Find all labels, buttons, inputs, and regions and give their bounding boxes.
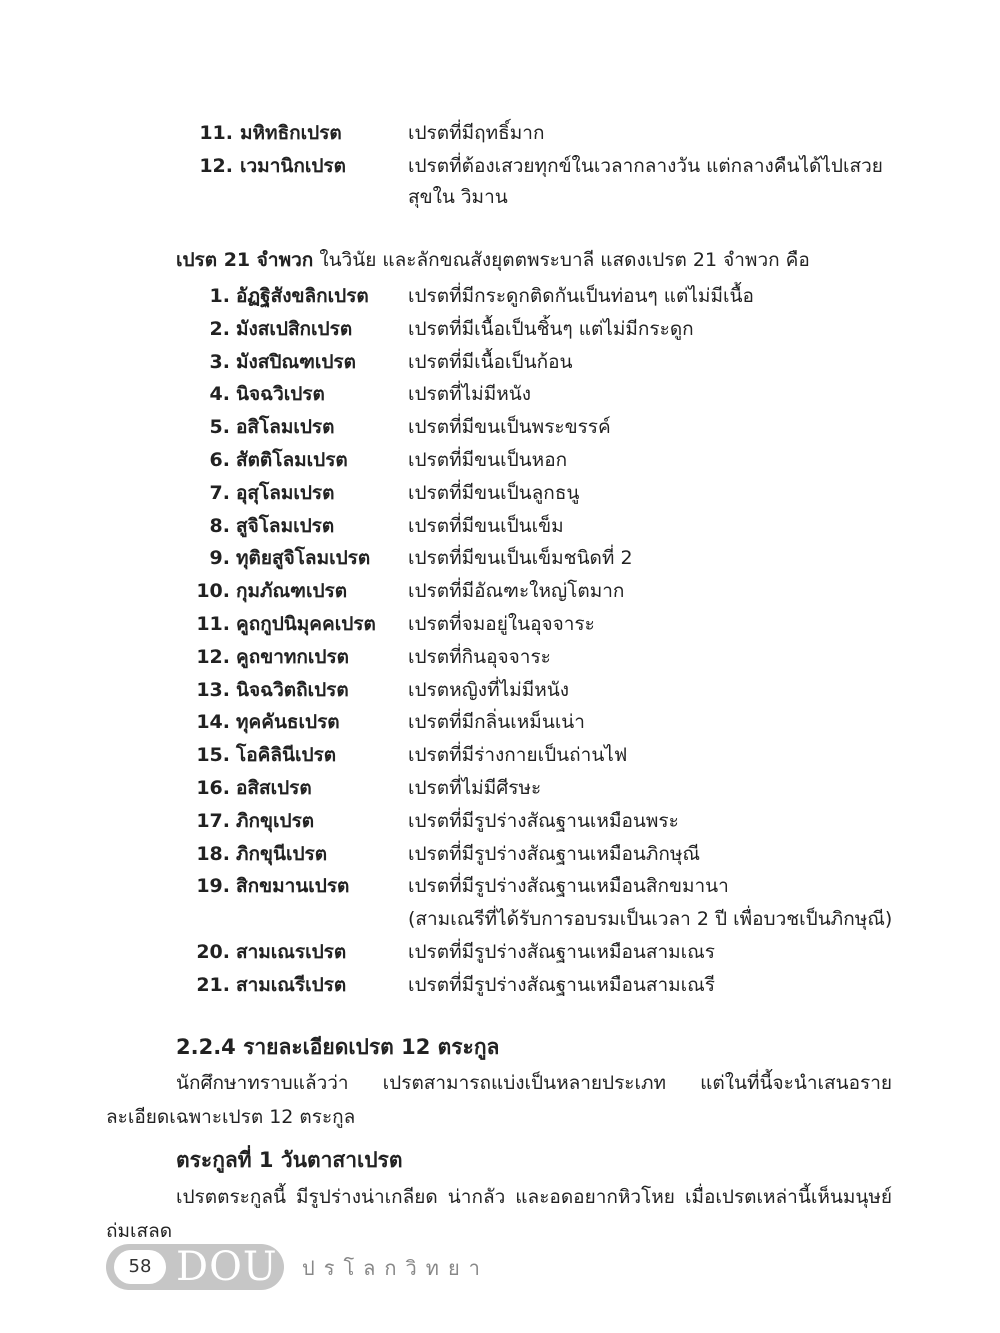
item-description: เปรตที่ไม่มีศีรษะ: [408, 777, 542, 799]
item-number: 19.: [196, 875, 230, 898]
item-description: เปรตที่มีขนเป็นลูกธนู: [408, 481, 580, 504]
item-term: อัฏฐิสังขลิกเปรต: [236, 285, 369, 307]
list-item: [0, 706, 1000, 739]
item-term: ทุคคันธเปรต: [236, 711, 340, 734]
item-number: 16.: [196, 777, 230, 799]
item-term: สูจิโลมเปรต: [236, 514, 335, 537]
item-term: มหิทธิกเปรต: [240, 122, 342, 144]
item-number: 12.: [196, 645, 230, 668]
item-number: 21.: [196, 973, 230, 996]
list-item: [0, 608, 1000, 641]
item-term: สิกขมานเปรต: [236, 875, 350, 898]
footer-badge: [106, 1244, 284, 1290]
item-description: เปรตที่มีขนเป็นเข็มชนิดที่ 2: [408, 547, 633, 570]
item-number: 9.: [209, 547, 230, 570]
item-description: เปรตที่มีอัณฑะใหญ่โตมาก: [408, 580, 625, 603]
item-term: เวมานิกเปรต: [240, 155, 346, 177]
item-term: อุสุโลมเปรต: [236, 481, 335, 504]
intro-text: ในวินัย และลักขณสังยุตตพระบาลี แสดงเปรต 21 จำพวก คือ: [313, 249, 810, 271]
item-term: มังสเปสิกเปรต: [236, 317, 353, 340]
item-number: 13.: [196, 678, 230, 701]
list-item-continuation: [0, 903, 1000, 936]
sub-paragraph: เปรตตระกูลนี้ มีรูปร่างน่าเกลียด น่ากลัว และอดอยากหิวโหย เมื่อเปรตเหล่านี้เห็นมนุษย์ถ่มเสลด: [106, 1186, 892, 1242]
brand-logo: DOU: [176, 1244, 278, 1290]
list-item: [0, 117, 1000, 150]
item-description: เปรตที่มีร่างกายเป็นถ่านไฟ: [408, 744, 628, 767]
intro-bold: เปรต 21 จำพวก: [176, 249, 314, 271]
item-number: 1.: [209, 285, 230, 307]
item-description: เปรตที่มีรูปร่างสัณฐานเหมือนสามเณรี: [408, 973, 715, 996]
list-item: [0, 772, 1000, 805]
item-number: 11.: [199, 122, 233, 144]
item-term: สามเณรเปรต: [236, 941, 347, 963]
list-item: [0, 575, 1000, 608]
list-item: [0, 969, 1000, 1002]
list-item: [0, 641, 1000, 674]
list-item: [0, 838, 1000, 871]
list-item: [0, 805, 1000, 838]
item-term: อสิสเปรต: [236, 777, 312, 799]
item-number: 20.: [196, 941, 230, 963]
sub-heading: ตระกูลที่ 1 วันตาสาเปรต: [176, 1148, 403, 1172]
list-intro: [176, 244, 810, 277]
item-number: 4.: [209, 383, 230, 406]
item-term: สามเณรีเปรต: [236, 973, 347, 996]
item-number: 3.: [209, 350, 230, 373]
list-item: [0, 870, 1000, 903]
item-term: ทุติยสูจิโลมเปรต: [236, 547, 371, 570]
item-number: 11.: [196, 613, 230, 635]
item-term: มังสปิณฑเปรต: [236, 350, 356, 373]
item-term: สัตติโลมเปรต: [236, 449, 348, 471]
section-paragraph: นักศึกษาทราบแล้วว่า เปรตสามารถแบ่งเป็นหลายประเภท แต่ในที่นี้จะนำเสนอรายละเอียดเฉพาะเปรต 12 ตระกูล: [106, 1072, 892, 1128]
item-term: คูถขาทกเปรต: [236, 645, 349, 668]
item-number: 8.: [209, 514, 230, 537]
item-description: เปรตที่มีรูปร่างสัณฐานเหมือนภิกษุณี: [408, 842, 701, 865]
item-term: กุมภัณฑเปรต: [236, 580, 348, 603]
list-item: [0, 542, 1000, 575]
list-item: [0, 739, 1000, 772]
item-number: 6.: [209, 449, 230, 471]
list-item: [0, 411, 1000, 444]
item-term: คูถกูปนิมุคคเปรต: [236, 613, 376, 635]
item-description: เปรตที่มีเนื้อเป็นก้อน: [408, 350, 573, 373]
item-description: เปรตที่มีขนเป็นหอก: [408, 449, 568, 471]
list-item: [0, 378, 1000, 411]
item-number: 17.: [196, 809, 230, 832]
item-number: 5.: [209, 416, 230, 439]
item-description: เปรตที่มีกระดูกติดกันเป็นท่อนๆ แต่ไม่มีเนื้อ: [408, 285, 754, 307]
item-number: 2.: [209, 317, 230, 340]
item-number: 14.: [196, 711, 230, 734]
list-item: [0, 346, 1000, 379]
item-description: เปรตที่ต้องเสวยทุกข์ในเวลากลางวัน แต่กลางคืนได้ไปเสวยสุขใน วิมาน: [408, 155, 883, 208]
item-description: เปรตที่มีรูปร่างสัณฐานเหมือนสามเณร: [408, 941, 715, 963]
list-item: [0, 280, 1000, 313]
course-title: ปรโลกวิทยา: [302, 1256, 489, 1280]
item-number: 18.: [196, 842, 230, 865]
item-description: เปรตที่มีรูปร่างสัณฐานเหมือนสิกขมานา: [408, 875, 729, 898]
item-description: เปรตที่มีขนเป็นพระขรรค์: [408, 416, 611, 439]
item-term: ภิกขุเปรต: [236, 809, 315, 832]
item-term: นิจฉวิตถิเปรต: [236, 678, 349, 701]
item-term: นิจฉวิเปรต: [236, 383, 325, 406]
item-description: เปรตที่ไม่มีหนัง: [408, 383, 532, 406]
item-number: 7.: [209, 481, 230, 504]
item-term: อสิโลมเปรต: [236, 416, 335, 439]
item-description: เปรตที่มีกลิ่นเหม็นเน่า: [408, 711, 585, 734]
item-description: เปรตที่มีฤทธิ์มาก: [408, 122, 545, 144]
item-description: เปรตหญิงที่ไม่มีหนัง: [408, 678, 570, 701]
item-description: เปรตที่จมอยู่ในอุจจาระ: [408, 613, 595, 635]
list-item: [0, 510, 1000, 543]
item-description: เปรตที่มีเนื้อเป็นชิ้นๆ แต่ไม่มีกระดูก: [408, 317, 694, 340]
item-description-note: (สามเณรีที่ได้รับการอบรมเป็นเวลา 2 ปี เพื่อบวชเป็นภิกษุณี): [408, 908, 893, 931]
list-item: [0, 444, 1000, 477]
list-item: [0, 936, 1000, 969]
list-item: [0, 477, 1000, 510]
item-description: เปรตที่กินอุจจาระ: [408, 645, 551, 668]
item-term: ภิกขุนีเปรต: [236, 842, 328, 865]
list-item: [0, 313, 1000, 346]
item-description: เปรตที่มีขนเป็นเข็ม: [408, 514, 564, 537]
item-term: โอคิลินีเปรต: [236, 744, 337, 767]
item-number: 10.: [196, 580, 230, 603]
item-number: 12.: [199, 155, 233, 177]
page-number: 58: [114, 1250, 166, 1284]
item-number: 15.: [196, 744, 230, 767]
section-heading: 2.2.4 รายละเอียดเปรต 12 ตระกูล: [176, 1035, 500, 1059]
list-item: [0, 674, 1000, 707]
item-description: เปรตที่มีรูปร่างสัณฐานเหมือนพระ: [408, 809, 679, 832]
